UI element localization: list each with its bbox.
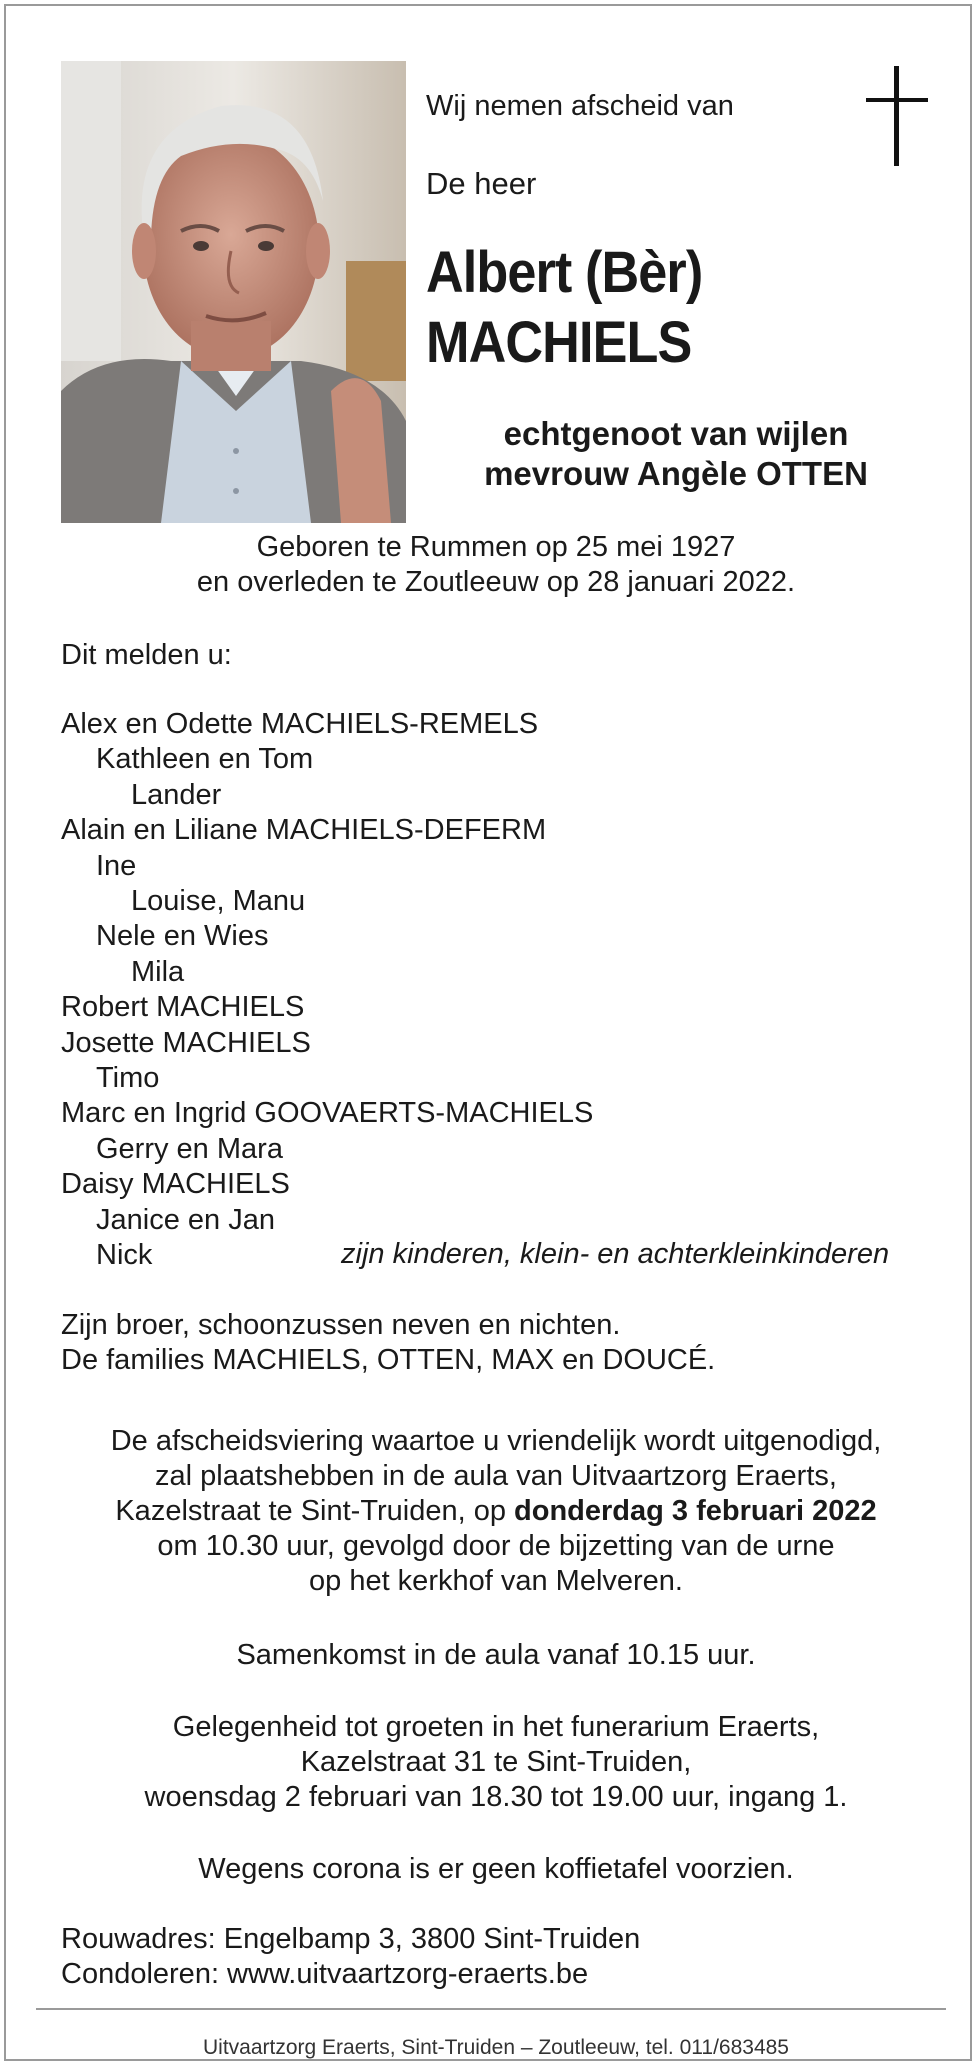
birth-death-block [46, 530, 946, 600]
deceased-name [426, 238, 702, 378]
spouse-line-1: echtgenoot van wijlen [503, 415, 849, 452]
relatives-line-2: De families MACHIELS, OTTEN, MAX en DOUCÉ. [61, 1344, 716, 1376]
family-member: Mila [131, 955, 185, 988]
greeting-line-2: Kazelstraat 31 te Sint-Truiden, [300, 1746, 692, 1778]
intro-text: Wij nemen afscheid van [426, 90, 734, 122]
family-list [61, 707, 593, 1274]
family-member: Robert MACHIELS [61, 991, 305, 1024]
family-member: Louise, Manu [131, 885, 306, 918]
ceremony-line-1: De afscheidsviering waartoe u vriendelijk wordt uitgenodigd, [110, 1425, 882, 1457]
greeting-line-3: woensdag 2 februari van 18.30 tot 19.00 uur, ingang 1. [144, 1781, 848, 1813]
family-member: Gerry en Mara [96, 1132, 283, 1165]
relatives-block [61, 1308, 715, 1378]
footer-divider [36, 2008, 946, 2010]
gathering-text: Samenkomst in de aula vanaf 10.15 uur. [236, 1639, 756, 1671]
greeting-line-1: Gelegenheid tot groeten in het funerarium Eraerts, [172, 1711, 820, 1743]
ceremony-block [46, 1424, 946, 1599]
name-line-2: MACHIELS [426, 310, 692, 375]
ceremony-line-3-text: Kazelstraat te Sint-Truiden, op [115, 1495, 515, 1527]
title-text: De heer [426, 166, 537, 201]
birth-line: Geboren te Rummen op 25 mei 1927 [256, 531, 736, 563]
portrait-photo [61, 61, 406, 523]
family-member: Timo [96, 1062, 160, 1095]
name-line-1: Albert (Bèr) [426, 240, 703, 305]
spouse-line-2: mevrouw Angèle OTTEN [484, 455, 868, 492]
family-member: Josette MACHIELS [61, 1026, 311, 1059]
spouse-block [426, 414, 926, 494]
corona-text: Wegens corona is er geen koffietafel voorzien. [198, 1853, 794, 1885]
family-member: Ine [96, 849, 137, 882]
announce-text: Dit melden u: [61, 639, 232, 671]
cross-icon [866, 66, 928, 166]
family-member: Nick [96, 1239, 153, 1272]
address-line: Rouwadres: Engelbamp 3, 3800 Sint-Truiden [61, 1923, 641, 1955]
death-line: en overleden te Zoutleeuw op 28 januari 2022. [196, 566, 796, 598]
family-member: Alain en Liliane MACHIELS-DEFERM [61, 814, 547, 847]
relatives-line-1: Zijn broer, schoonzussen neven en nichten. [61, 1309, 621, 1341]
obituary-card [4, 4, 972, 2061]
relation-caption: zijn kinderen, klein- en achterkleinkinderen [341, 1238, 890, 1270]
family-member: Lander [131, 778, 222, 811]
ceremony-line-4: om 10.30 uur, gevolgd door de bijzetting van de urne [157, 1530, 835, 1562]
greeting-block [46, 1710, 946, 1815]
family-member: Alex en Odette MACHIELS-REMELS [61, 708, 539, 740]
ceremony-line-2: zal plaatshebben in de aula van Uitvaartzorg Eraerts, [155, 1460, 837, 1492]
ceremony-date: donderdag 3 februari 2022 [514, 1495, 877, 1527]
contact-block [61, 1922, 640, 1992]
family-member: Kathleen en Tom [96, 743, 314, 776]
ceremony-line-3 [46, 1494, 946, 1529]
family-member: Janice en Jan [96, 1203, 275, 1236]
condolences-line: Condoleren: www.uitvaartzorg-eraerts.be [61, 1958, 589, 1990]
family-member: Marc en Ingrid GOOVAERTS-MACHIELS [61, 1097, 594, 1130]
ceremony-line-5: op het kerkhof van Melveren. [309, 1565, 683, 1597]
family-member: Daisy MACHIELS [61, 1168, 290, 1201]
family-member: Nele en Wies [96, 920, 269, 953]
footer-text: Uitvaartzorg Eraerts, Sint-Truiden – Zoutleeuw, tel. 011/683485 [203, 2036, 789, 2059]
